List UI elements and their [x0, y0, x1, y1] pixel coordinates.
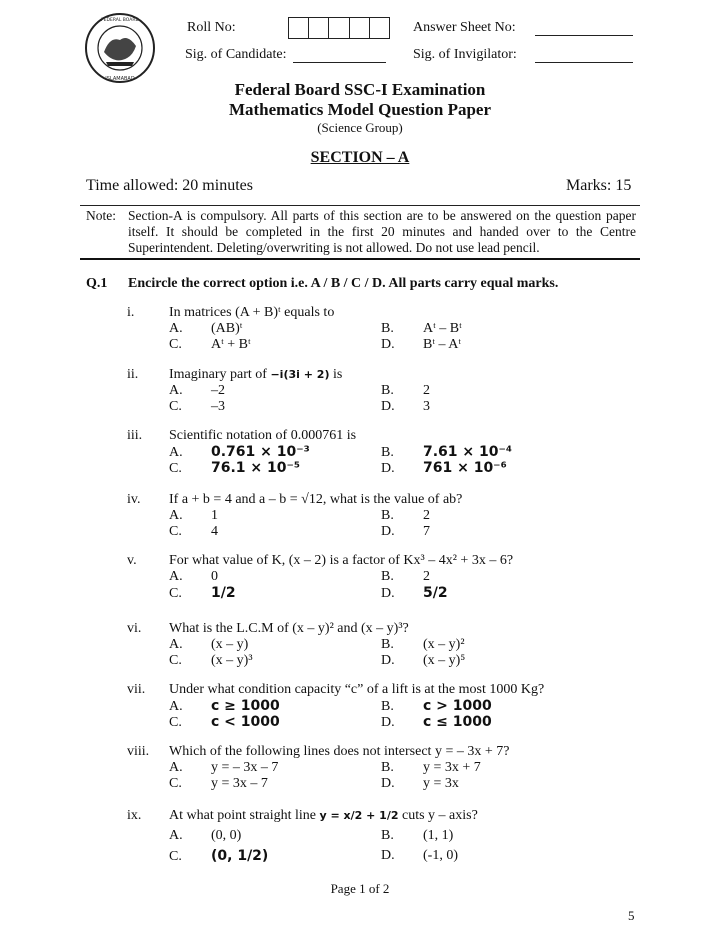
svg-text:ISLAMABAD: ISLAMABAD — [105, 76, 135, 82]
question-stem: What is the L.C.M of (x – y)² and (x – y)³? — [169, 621, 409, 636]
option-b[interactable]: B. 7.61 × 10⁻⁴ — [381, 444, 513, 460]
option-d[interactable]: D. 5/2 — [381, 585, 448, 601]
time-allowed: Time allowed: 20 minutes — [86, 177, 253, 194]
option-a[interactable]: A. y = – 3x – 7 — [169, 760, 279, 775]
question-stem: Imaginary part of −i(3i + 2) is — [169, 367, 343, 382]
option-b[interactable]: B. 2 — [381, 569, 430, 584]
divider-top — [80, 205, 640, 206]
page-indicator: Page 1 of 2 — [330, 881, 390, 896]
option-b[interactable]: B. 2 — [381, 383, 430, 398]
option-c[interactable]: C. y = 3x – 7 — [169, 776, 268, 791]
roll-no-boxes[interactable] — [288, 17, 390, 39]
question-number: v. — [127, 553, 137, 568]
question-number: viii. — [127, 744, 150, 759]
option-b[interactable]: B. (1, 1) — [381, 828, 454, 843]
option-c[interactable]: C. (0, 1/2) — [169, 848, 269, 864]
question-number: vii. — [127, 682, 146, 697]
option-c[interactable]: C. c < 1000 — [169, 714, 280, 730]
paper-title: Mathematics Model Question Paper — [228, 100, 492, 119]
option-c[interactable]: C. (x – y)³ — [169, 653, 253, 668]
candidate-signature-label: Sig. of Candidate: — [185, 47, 287, 62]
option-a[interactable]: A. 0 — [169, 569, 218, 584]
question-number: i. — [127, 305, 135, 320]
question-stem: For what value of K, (x – 2) is a factor of Kx³ – 4x² + 3x – 6? — [169, 553, 514, 568]
stem-math: y = x/2 + 1/2 — [319, 809, 399, 822]
option-c[interactable]: C. 76.1 × 10⁻⁵ — [169, 460, 301, 476]
option-d[interactable]: D. Bᵗ – Aᵗ — [381, 337, 462, 352]
question-stem: Under what condition capacity “c” of a lift is at the most 1000 Kg? — [169, 682, 545, 697]
svg-text:FEDERAL BOARD: FEDERAL BOARD — [101, 18, 139, 23]
roll-no-label: Roll No: — [187, 20, 236, 35]
invigilator-signature-field[interactable] — [535, 62, 633, 63]
option-d[interactable]: D. (-1, 0) — [381, 848, 458, 863]
option-c[interactable]: C. 4 — [169, 524, 218, 539]
option-a[interactable]: A. (x – y) — [169, 637, 249, 652]
question-number: vi. — [127, 621, 142, 636]
option-d[interactable]: D. 3 — [381, 399, 430, 414]
option-a[interactable]: A. 1 — [169, 508, 218, 523]
option-a[interactable]: A. 0.761 × 10⁻³ — [169, 444, 310, 460]
option-b[interactable]: B. (x – y)² — [381, 637, 465, 652]
question-number: ix. — [127, 808, 142, 823]
option-b[interactable]: B. Aᵗ – Bᵗ — [381, 321, 462, 336]
option-d[interactable]: D. c ≤ 1000 — [381, 714, 492, 730]
question-number: ii. — [127, 367, 139, 382]
section-heading: SECTION – A — [310, 149, 410, 166]
total-marks: Marks: 15 — [566, 177, 632, 194]
question-stem: Which of the following lines does not intersect y = – 3x + 7? — [169, 744, 510, 759]
q1-instruction: Encircle the correct option i.e. A / B / C / D. All parts carry equal marks. — [128, 276, 559, 291]
group-subtitle: (Science Group) — [317, 120, 403, 135]
question-number: iii. — [127, 428, 143, 443]
option-a[interactable]: A. (0, 0) — [169, 828, 242, 843]
answer-sheet-field[interactable] — [535, 35, 633, 36]
note-text: Section-A is compulsory. All parts of this section are to be answered on the question paper itself. It should be completed in the first 20 minutes and handed over to the Centre Superintendent. Deleting/overwriting is not allowed. Do not use lead pencil. — [128, 208, 636, 255]
question-stem: Scientific notation of 0.000761 is — [169, 428, 357, 443]
q1-number: Q.1 — [86, 276, 108, 291]
question-number: iv. — [127, 492, 141, 507]
option-d[interactable]: D. y = 3x — [381, 776, 459, 791]
option-c[interactable]: C. –3 — [169, 399, 225, 414]
stem-math: −i(3i + 2) — [270, 368, 330, 381]
invigilator-signature-label: Sig. of Invigilator: — [413, 47, 517, 62]
option-d[interactable]: D. (x – y)⁵ — [381, 653, 466, 668]
option-b[interactable]: B. y = 3x + 7 — [381, 760, 481, 775]
option-b[interactable]: B. 2 — [381, 508, 430, 523]
candidate-signature-field[interactable] — [293, 62, 386, 63]
board-seal — [84, 12, 156, 84]
option-a[interactable]: A. c ≥ 1000 — [169, 698, 280, 714]
question-stem: At what point straight line y = x/2 + 1/2 cuts y – axis? — [169, 808, 478, 823]
question-stem: If a + b = 4 and a – b = √12, what is the value of ab? — [169, 492, 463, 507]
option-c[interactable]: C. Aᵗ + Bᵗ — [169, 337, 251, 352]
option-c[interactable]: C. 1/2 — [169, 585, 236, 601]
option-b[interactable]: B. c > 1000 — [381, 698, 492, 714]
answer-sheet-label: Answer Sheet No: — [413, 20, 516, 35]
question-stem: In matrices (A + B)ᵗ equals to — [169, 305, 335, 320]
option-a[interactable]: A. (AB)ᵗ — [169, 321, 243, 336]
exam-title: Federal Board SSC-I Examination — [234, 80, 486, 99]
option-d[interactable]: D. 761 × 10⁻⁶ — [381, 460, 507, 476]
page-number: 5 — [628, 908, 635, 923]
option-d[interactable]: D. 7 — [381, 524, 430, 539]
divider-bottom — [80, 258, 640, 260]
note-label: Note: — [86, 208, 116, 223]
option-a[interactable]: A. –2 — [169, 383, 225, 398]
